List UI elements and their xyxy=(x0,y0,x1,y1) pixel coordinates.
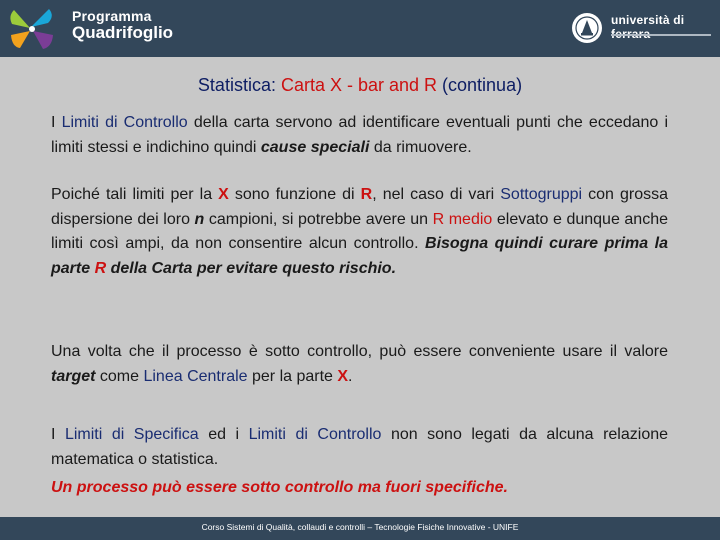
university-name: università di xyxy=(611,13,685,27)
text-run: da rimuovere. xyxy=(369,138,472,156)
paragraph-target xyxy=(51,340,668,389)
text-run: Poiché tali limiti per la xyxy=(51,186,219,203)
title-suffix: (continua) xyxy=(437,75,523,95)
text-run: campioni, si potrebbe avere un xyxy=(204,210,433,228)
header-bar xyxy=(0,0,720,57)
term-r: R xyxy=(94,259,107,277)
text-run: ed i xyxy=(198,426,249,443)
four-leaf-clover-icon xyxy=(5,4,59,54)
conclusion-statement: Un processo può essere sotto controllo ma fuori specifiche. xyxy=(51,479,508,496)
footer-text: Corso Sistemi di Qualità, collaudi e controlli – Tecnologie Fisiche Innovative - UNIFE xyxy=(201,522,519,532)
emphasis-warning: della Carta per evitare questo rischio. xyxy=(106,259,397,277)
university-emblem-icon xyxy=(571,12,603,44)
text-run: I xyxy=(51,114,62,131)
term-x: X xyxy=(337,367,349,385)
text-run: per la parte xyxy=(247,367,338,385)
brand-logo-text xyxy=(72,9,173,42)
text-run: I xyxy=(51,426,65,443)
title-accent: Carta X - bar and R xyxy=(280,75,438,95)
term-subgroups: Sottogruppi xyxy=(500,186,583,203)
emphasis-warning: Bisogna quindi curare prima la parte xyxy=(51,235,669,277)
term-control-limits: Limiti di Controllo xyxy=(248,426,382,443)
term-r-medio: R medio xyxy=(432,210,493,228)
text-run: Una volta che il processo è sotto controllo, può essere conveniente usare il valore xyxy=(51,343,668,360)
text-run: elevato e dunque anche limiti così ampi, da non consentire alcun controllo. xyxy=(51,210,668,252)
term-control-limits: Limiti di Controllo xyxy=(61,114,188,131)
text-run: non sono legati da alcuna relazione matematica o statistica. xyxy=(51,426,669,468)
paragraph-control-limits xyxy=(51,111,668,160)
brand-line-2: Quadrifoglio xyxy=(72,22,174,42)
term-target: target xyxy=(51,367,96,385)
text-run: sono funzione di xyxy=(228,186,361,203)
brand-line-1: Programma xyxy=(72,8,152,24)
slide-content xyxy=(0,57,720,517)
text-run: , nel caso di vari xyxy=(372,186,501,203)
slide-title xyxy=(0,75,720,96)
term-n: n xyxy=(194,210,205,228)
text-run: come xyxy=(95,367,144,385)
term-center-line: Linea Centrale xyxy=(143,367,248,385)
text-run: con grossa dispersione dei loro xyxy=(51,186,668,228)
term-r: R xyxy=(360,186,373,203)
term-spec-limits: Limiti di Specifica xyxy=(64,426,199,443)
text-run: . xyxy=(348,367,353,385)
university-motto xyxy=(611,32,711,38)
title-prefix: Statistica: xyxy=(197,75,281,95)
footer-bar xyxy=(0,517,720,540)
term-x: X xyxy=(218,186,229,203)
paragraph-spec-limits xyxy=(51,423,668,472)
text-run: della carta servono ad identificare eventuali punti che eccedano i limiti stessi e indichino quindi xyxy=(51,114,669,156)
paragraph-subgroups xyxy=(51,183,668,281)
term-special-causes: cause speciali xyxy=(260,138,370,156)
